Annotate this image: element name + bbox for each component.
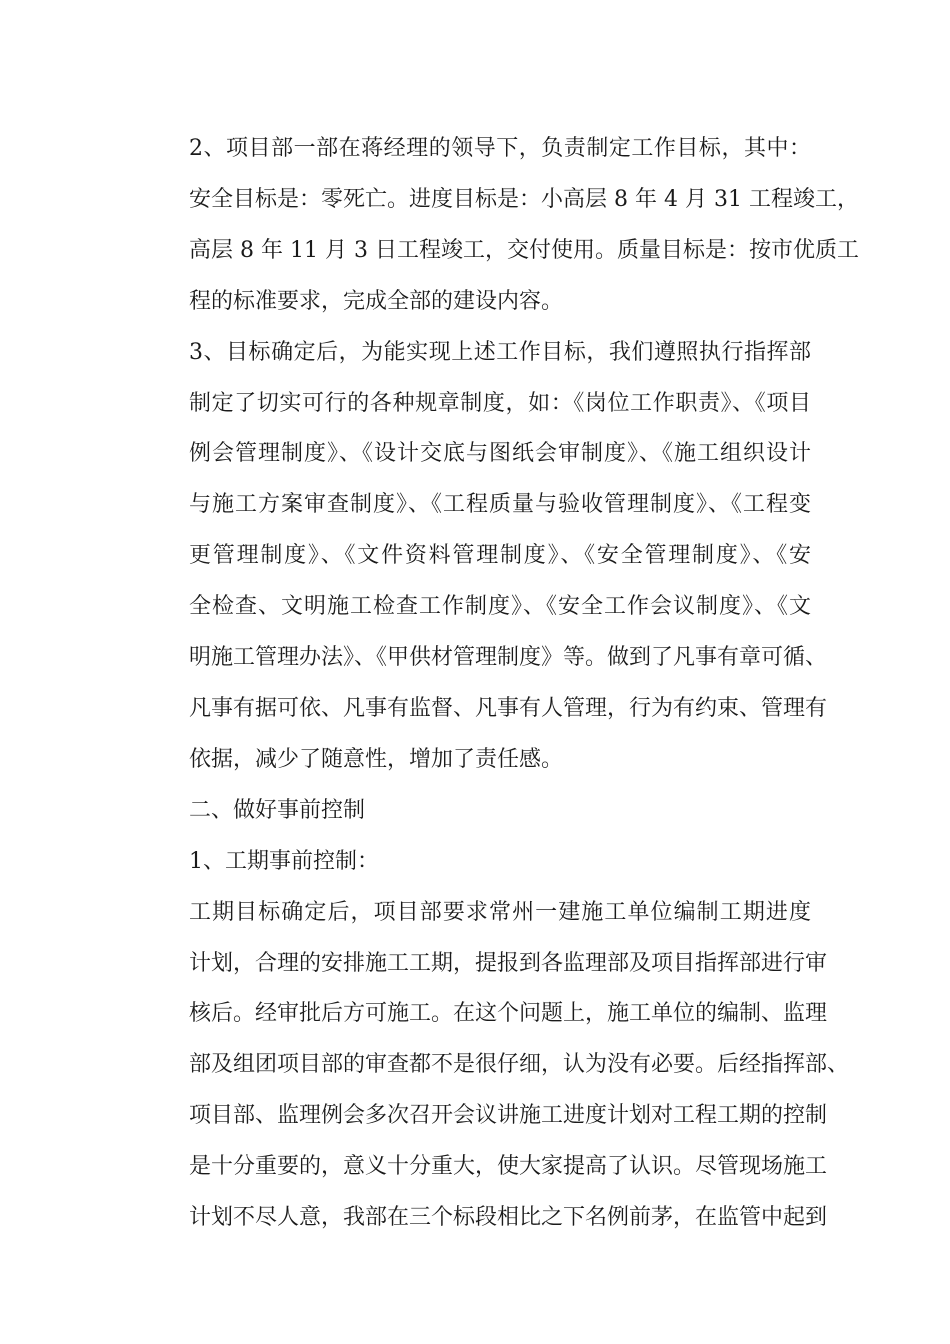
- text-line: 与施工方案审查制度》、《工程质量与验收管理制度》、《工程变: [189, 492, 811, 518]
- text-line: 高层 8 年 11 月 3 日工程竣工，交付使用。质量目标是：按市优质工: [189, 237, 859, 263]
- paragraph-regulations: [145, 328, 828, 786]
- text-line: 是十分重要的，意义十分重大，使大家提高了认识。尽管现场施工: [189, 1154, 828, 1180]
- subsection-heading-text: 1、工期事前控制：: [189, 848, 379, 874]
- text-line: 安全目标是：零死亡。进度目标是：小高层 8 年 4 月 31 工程竣工，: [189, 186, 859, 212]
- section-heading: [145, 786, 811, 837]
- text-line: 全检查、文明施工检查工作制度》、《安全工作会议制度》、《文: [189, 594, 811, 620]
- text-line: 计划不尽人意，我部在三个标段相比之下名例前茅，在监管中起到: [189, 1205, 828, 1231]
- text-line: 明施工管理办法》、《甲供材管理制度》等。做到了凡事有章可循、: [189, 645, 828, 671]
- subsection-heading: [145, 837, 811, 888]
- text-line: 计划，合理的安排施工工期，提报到各监理部及项目指挥部进行审: [189, 950, 828, 976]
- text-line: 工期目标确定后，项目部要求常州一建施工单位编制工期进度: [189, 899, 811, 925]
- text-line: 项目部、监理例会多次召开会议讲施工进度计划对工程工期的控制: [189, 1103, 828, 1129]
- text-line: 3、目标确定后，为能实现上述工作目标，我们遵照执行指挥部: [189, 339, 811, 365]
- text-line: 凡事有据可依、凡事有监督、凡事有人管理，行为有约束、管理有: [189, 695, 828, 721]
- text-line: 制定了切实可行的各种规章制度，如：《岗位工作职责》、《项目: [189, 390, 811, 416]
- section-heading-text: 二、做好事前控制: [189, 797, 366, 823]
- paragraph-project-goals: [145, 124, 859, 328]
- text-line: 例会管理制度》、《设计交底与图纸会审制度》、《施工组织设计: [189, 441, 811, 467]
- text-line: 依据，减少了随意性，增加了责任感。: [189, 746, 564, 772]
- paragraph-schedule-control: [145, 888, 850, 1244]
- text-line: 2、项目部一部在蒋经理的领导下，负责制定工作目标，其中：: [189, 136, 811, 161]
- text-line: 程的标准要求，完成全部的建设内容。: [189, 288, 564, 314]
- document-body: [145, 124, 859, 1244]
- text-line: 更管理制度》、《文件资料管理制度》、《安全管理制度》、《安: [189, 543, 811, 569]
- text-line: 部及组团项目部的审查都不是很仔细，认为没有必要。后经指挥部、: [189, 1052, 850, 1078]
- text-line: 核后。经审批后方可施工。在这个问题上，施工单位的编制、监理: [189, 1001, 828, 1027]
